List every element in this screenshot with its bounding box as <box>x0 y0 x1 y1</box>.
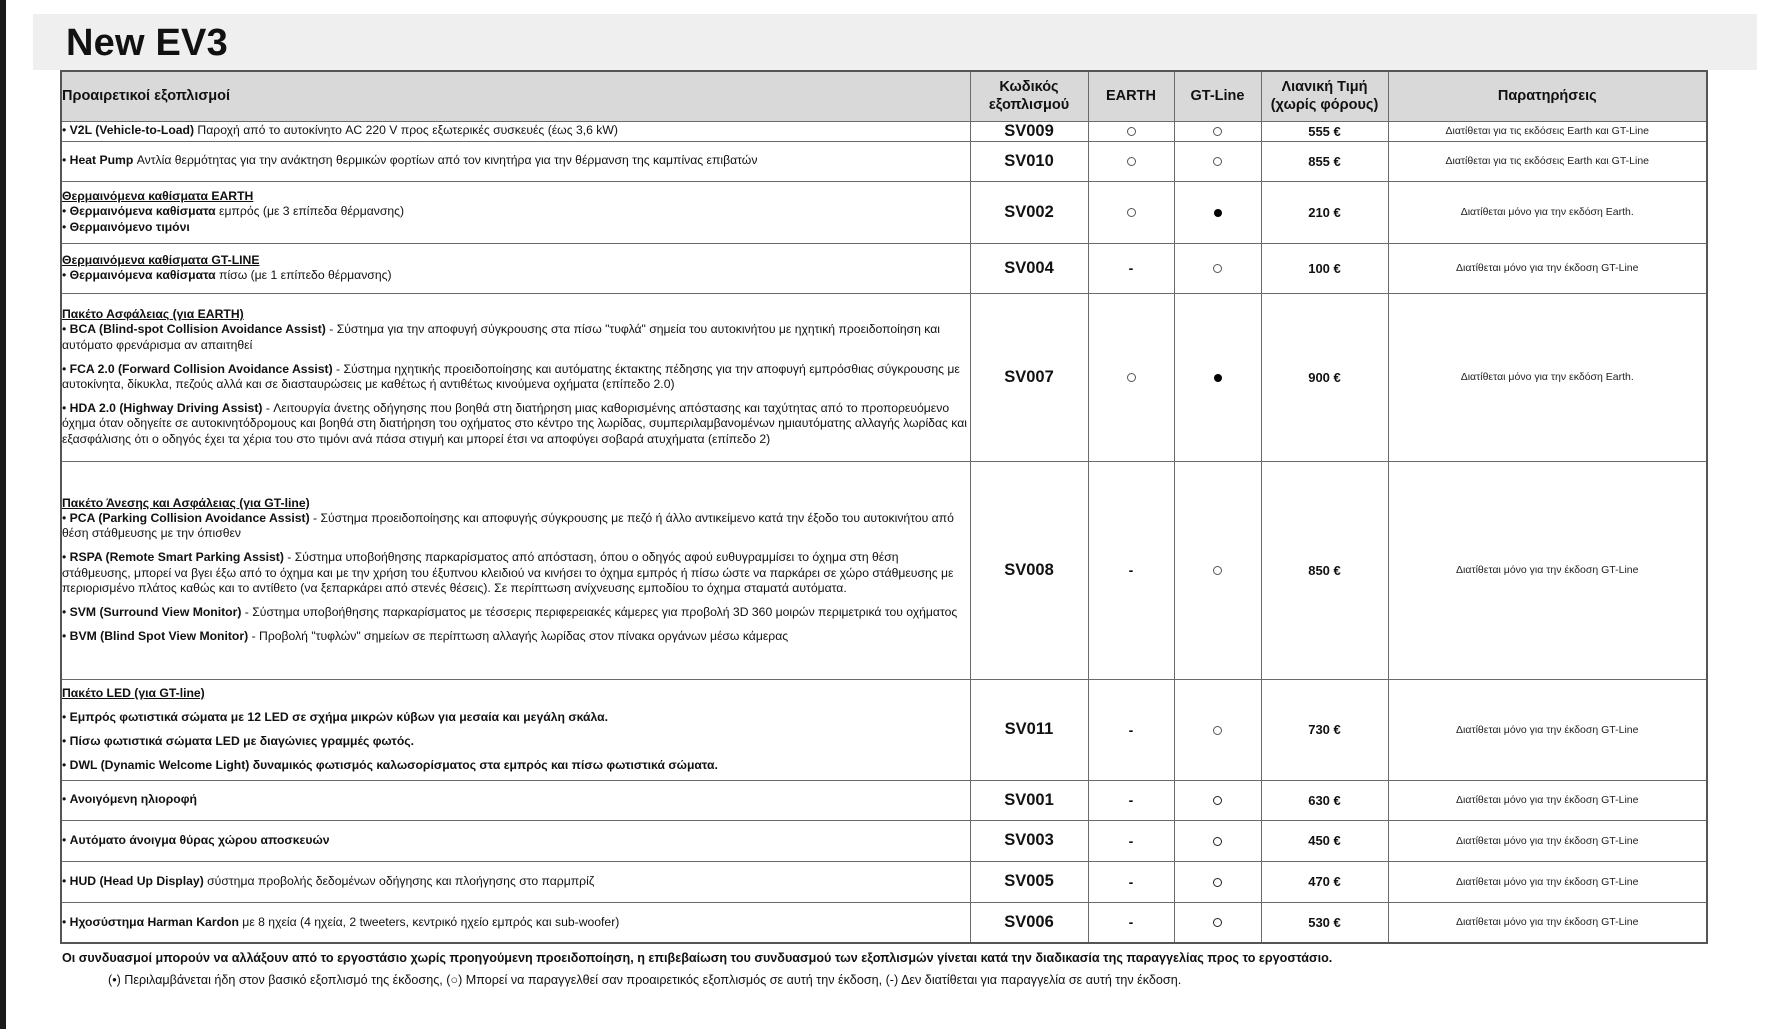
equipment-code: SV004 <box>970 243 1088 293</box>
earth-availability <box>1088 293 1174 461</box>
earth-availability <box>1088 243 1174 293</box>
bullet-icon: • <box>62 604 67 619</box>
header-earth: EARTH <box>1088 71 1174 121</box>
bullet-icon: • <box>62 758 67 773</box>
feature-item <box>62 792 970 807</box>
earth-availability <box>1088 121 1174 141</box>
gtline-availability <box>1174 293 1261 461</box>
feature-item <box>62 123 970 138</box>
earth-availability <box>1088 902 1174 943</box>
equipment-description <box>61 243 970 293</box>
retail-price: 450 € <box>1261 820 1388 861</box>
equipment-description <box>61 461 970 679</box>
retail-price: 470 € <box>1261 861 1388 902</box>
equipment-code: SV005 <box>970 861 1088 902</box>
earth-availability <box>1088 461 1174 679</box>
footer-note: Οι συνδυασμοί μπορούν να αλλάξουν από το εργοστάσιο χωρίς προηγούμενη προειδοποίηση, η επιβεβαίωση του συνδυασμού των εξοπλισμών γίνεται κατά την διαδικασία της παραγγελίας προς το εργοστάσιο. <box>62 951 1333 965</box>
earth-availability <box>1088 181 1174 243</box>
equipment-description <box>61 820 970 861</box>
header-remarks: Παρατηρήσεις <box>1388 71 1707 121</box>
feature-item <box>62 268 970 283</box>
feature-detail: - Σύστημα ηχητικής προειδοποίησης και αυτόματης έκτακτης πέδησης για την αποφυγή εμπρόσθιας σύγκρουσης με αυτοκίνητα, δίκυκλα, πεζούς αλλά και σε διασταυρώσεις με καθέτως ή αντιθέτως κινούμενα οχήματα (επίπεδο 2.0) <box>62 361 960 391</box>
optional-circle-icon <box>1213 726 1222 735</box>
remark: Διατίθεται μόνο για την έκδοση GT-Line <box>1388 861 1707 902</box>
feature-item <box>62 833 970 848</box>
gtline-availability <box>1174 461 1261 679</box>
bullet-icon: • <box>62 401 67 416</box>
equipment-description <box>61 293 970 461</box>
earth-availability <box>1088 820 1174 861</box>
not-available-dash: - <box>1128 792 1134 808</box>
table-row <box>61 293 1707 461</box>
feature-detail: - Λειτουργία άνετης οδήγησης που βοηθά στη διατήρηση μιας καθορισμένης απόστασης και ταχύτητας από το προπορευόμενο όχημα όταν οδηγείτε σε αυτοκινητόδρομους και βοηθά στη διατήρηση του οχήματος στο κέντρο της λωρίδας, συμπεριλαμβανομένων ημιαυτόματης αλλαγής λωρίδας και εξασφάλισης ότι ο οδηγός έχει τα χέρια του στο τιμόνι ανά πάσα στιγμή και μπορεί έτσι να αποφύγει σοβαρά ατυχήματα (επίπεδο 2) <box>62 401 967 446</box>
feature-item <box>62 550 970 596</box>
table-row <box>61 181 1707 243</box>
feature-item <box>62 874 970 889</box>
bullet-icon: • <box>62 832 67 847</box>
table-row <box>61 780 1707 820</box>
gtline-availability <box>1174 121 1261 141</box>
optional-circle-icon <box>1127 373 1136 382</box>
feature-item <box>62 153 970 168</box>
feature-name: V2L (Vehicle-to-Load) <box>69 123 195 138</box>
table-row <box>61 820 1707 861</box>
retail-price: 850 € <box>1261 461 1388 679</box>
optional-circle-icon <box>1213 837 1222 846</box>
package-title: Θερμαινόμενα καθίσματα GT-LINE <box>62 252 260 267</box>
gtline-availability <box>1174 902 1261 943</box>
table-row <box>61 121 1707 141</box>
table-row <box>61 461 1707 679</box>
feature-detail: - Προβολή "τυφλών" σημείων σε περίπτωση αλλαγής λωρίδας στον πίνακα οργάνων μέσω κάμερας <box>248 629 789 644</box>
equipment-code: SV002 <box>970 181 1088 243</box>
remark: Διατίθεται μόνο για την έκδοση GT-Line <box>1388 902 1707 943</box>
retail-price: 730 € <box>1261 679 1388 780</box>
package-title: Πακέτο Άνεσης και Ασφάλειας (για GT-line) <box>62 495 310 510</box>
bullet-icon: • <box>62 914 67 929</box>
gtline-availability <box>1174 780 1261 820</box>
bullet-icon: • <box>62 123 67 138</box>
window-edge <box>0 0 6 1029</box>
feature-name: Εμπρός φωτιστικά σώματα με 12 LED σε σχήμα μικρών κύβων για μεσαία και μεγάλη σκάλα. <box>69 709 609 724</box>
bullet-icon: • <box>62 734 67 748</box>
page-title: New EV3 <box>66 22 228 64</box>
equipment-code: SV007 <box>970 293 1088 461</box>
header-gtline: GT-Line <box>1174 71 1261 121</box>
bullet-icon: • <box>62 219 67 234</box>
package-title: Θερμαινόμενα καθίσματα EARTH <box>62 189 254 204</box>
feature-item <box>62 322 970 352</box>
remark: Διατίθεται για τις εκδόσεις Earth και GT-Line <box>1388 141 1707 181</box>
equipment-description <box>61 902 970 943</box>
not-available-dash: - <box>1128 260 1134 276</box>
feature-item <box>62 915 970 930</box>
bullet-icon: • <box>62 153 67 168</box>
package-title: Πακέτο Ασφάλειας (για EARTH) <box>62 307 244 322</box>
equipment-code: SV006 <box>970 902 1088 943</box>
optional-circle-icon <box>1213 878 1222 887</box>
earth-availability <box>1088 679 1174 780</box>
feature-name: DWL (Dynamic Welcome Light) δυναμικός φωτισμός καλωσορίσματος στα εμπρός και πίσω φωτιστικά σώματα. <box>69 758 718 773</box>
remark: Διατίθεται μόνο για την έκδοση GT-Line <box>1388 679 1707 780</box>
feature-name: Θερμαινόμενα καθίσματα <box>69 268 216 282</box>
remark: Διατίθεται μόνο για την εκδόση Earth. <box>1388 293 1707 461</box>
not-available-dash: - <box>1128 832 1134 849</box>
feature-detail: Παροχή από το αυτοκίνητο AC 220 V προς εξωτερικές συσκευές (έως 3,6 kW) <box>194 123 618 138</box>
feature-item <box>62 710 970 725</box>
remark: Διατίθεται μόνο για την έκδοση GT-Line <box>1388 243 1707 293</box>
feature-item <box>62 605 970 620</box>
standard-dot-icon <box>1214 374 1222 382</box>
optional-circle-icon <box>1213 566 1222 575</box>
retail-price: 210 € <box>1261 181 1388 243</box>
gtline-availability <box>1174 181 1261 243</box>
bullet-icon: • <box>62 510 67 525</box>
equipment-description <box>61 121 970 141</box>
header-price: Λιανική Τιμή (χωρίς φόρους) <box>1261 71 1388 121</box>
bullet-icon: • <box>62 709 67 724</box>
earth-availability <box>1088 141 1174 181</box>
optional-circle-icon <box>1213 157 1222 166</box>
equipment-description <box>61 780 970 820</box>
standard-dot-icon <box>1214 209 1222 217</box>
remark: Διατίθεται μόνο για την εκδόση Earth. <box>1388 181 1707 243</box>
bullet-icon: • <box>62 204 67 219</box>
feature-detail: Αντλία θερμότητας για την ανάκτηση θερμικών φορτίων από τον κινητήρα για την θέρμανση της καμπίνας επιβατών <box>133 153 758 168</box>
gtline-availability <box>1174 679 1261 780</box>
package-title: Πακέτο LED (για GT-line) <box>62 685 205 700</box>
feature-name: SVM (Surround View Monitor) <box>69 604 242 619</box>
feature-name: Heat Pump <box>69 153 134 168</box>
equipment-code: SV009 <box>970 121 1088 141</box>
feature-name: Θερμαινόμενα καθίσματα <box>69 204 216 219</box>
retail-price: 900 € <box>1261 293 1388 461</box>
feature-name: HUD (Head Up Display) <box>69 873 204 888</box>
retail-price: 100 € <box>1261 243 1388 293</box>
not-available-dash: - <box>1128 562 1134 578</box>
retail-price: 530 € <box>1261 902 1388 943</box>
remark: Διατίθεται μόνο για την έκδοση GT-Line <box>1388 461 1707 679</box>
feature-item <box>62 758 970 773</box>
feature-name: Πίσω φωτιστικά σώματα LED με διαγώνιες γραμμές φωτός. <box>69 734 414 748</box>
feature-name: BVM (Blind Spot View Monitor) <box>69 629 249 644</box>
feature-item <box>62 220 970 235</box>
gtline-availability <box>1174 243 1261 293</box>
retail-price: 630 € <box>1261 780 1388 820</box>
table-row <box>61 861 1707 902</box>
optional-circle-icon <box>1213 796 1222 805</box>
equipment-code: SV011 <box>970 679 1088 780</box>
retail-price: 855 € <box>1261 141 1388 181</box>
feature-item <box>62 362 970 392</box>
optional-circle-icon <box>1127 208 1136 217</box>
feature-detail: - Σύστημα προειδοποίησης και αποφυγής σύγκρουσης με πεζό ή άλλο αντικείμενο κατά την έξοδο του αυτοκινήτου από θέση στάθμευσης με την όπισθεν <box>62 510 954 541</box>
feature-item <box>62 734 970 749</box>
feature-detail: - Σύστημα για την αποφυγή σύγκρουσης στα πίσω "τυφλά" σημεία του αυτοκινήτου με ηχητική προειδοποίηση και αυτόματο φρενάρισμα αν απαιτηθεί <box>62 322 940 352</box>
bullet-icon: • <box>62 629 67 644</box>
retail-price: 555 € <box>1261 121 1388 141</box>
feature-name: PCA (Parking Collision Avoidance Assist) <box>69 510 310 525</box>
remark: Διατίθεται μόνο για την έκδοση GT-Line <box>1388 820 1707 861</box>
table-row <box>61 141 1707 181</box>
gtline-availability <box>1174 820 1261 861</box>
feature-detail: με 8 ηχεία (4 ηχεία, 2 tweeters, κεντρικό ηχείο εμπρός και sub-woofer) <box>238 914 620 929</box>
bullet-icon: • <box>62 322 67 337</box>
bullet-icon: • <box>62 550 67 565</box>
equipment-description <box>61 181 970 243</box>
feature-name: Ηχοσύστημα Harman Kardon <box>69 914 239 929</box>
remark: Διατίθεται για τις εκδόσεις Earth και GT-Line <box>1388 121 1707 141</box>
table-row <box>61 243 1707 293</box>
remark: Διατίθεται μόνο για την έκδοση GT-Line <box>1388 780 1707 820</box>
equipment-code: SV008 <box>970 461 1088 679</box>
bullet-icon: • <box>62 873 67 888</box>
table-header-row <box>61 71 1707 121</box>
bullet-icon: • <box>62 361 67 376</box>
feature-item <box>62 401 970 447</box>
optional-circle-icon <box>1213 264 1222 273</box>
feature-detail: - Σύστημα υποβοήθησης παρκαρίσματος από απόσταση, όπου ο οδηγός αφού ευθυγραμμίσει το όχημα στη θέση στάθμευσης, μπορεί να βγει έξω από το όχημα και με την χρήση του έξυπνου κλειδιού να κινήσει το όχημα εμπρός ή πίσω ώστε να παρκάρει σε χώρο στάθμευσης με περιορισμένο πλάτος καθώς και το αντίθετο (να ξεπαρκάρει από στενές θέσεις). Σε περίπτωση ανίχνευσης εμποδίου το όχημα σταματά αυτόματα. <box>62 550 954 595</box>
feature-item <box>62 511 970 541</box>
equipment-code: SV001 <box>970 780 1088 820</box>
equipment-description <box>61 861 970 902</box>
footer-legend: (•) Περιλαμβάνεται ήδη στον βασικό εξοπλισμό της έκδοσης, (○) Μπορεί να παραγγελθεί σαν προαιρετικός εξοπλισμός σε αυτή την έκδοση, (-) Δεν διατίθεται για παραγγελία σε αυτή την έκδοση. <box>108 973 1182 987</box>
feature-name: Θερμαινόμενο τιμόνι <box>69 219 190 234</box>
bullet-icon: • <box>62 792 67 807</box>
earth-availability <box>1088 861 1174 902</box>
optional-circle-icon <box>1127 157 1136 166</box>
equipment-code: SV003 <box>970 820 1088 861</box>
header-equipment: Προαιρετικοί εξοπλισμοί <box>61 71 970 121</box>
feature-detail: σύστημα προβολής δεδομένων οδήγησης και πλοήγησης στο παρμπρίζ <box>203 873 595 888</box>
earth-availability <box>1088 780 1174 820</box>
equipment-description <box>61 141 970 181</box>
feature-item <box>62 204 970 219</box>
header-code: Κωδικός εξοπλισμού <box>970 71 1088 121</box>
feature-name: HDA 2.0 (Highway Driving Assist) <box>69 401 263 416</box>
feature-name: RSPA (Remote Smart Parking Assist) <box>69 550 284 565</box>
table-row <box>61 902 1707 943</box>
feature-detail: πίσω (με 1 επίπεδο θέρμανσης) <box>215 268 392 282</box>
options-table <box>60 70 1708 944</box>
feature-name: Αυτόματο άνοιγμα θύρας χώρου αποσκευών <box>69 832 330 847</box>
optional-circle-icon <box>1213 127 1222 136</box>
equipment-code: SV010 <box>970 141 1088 181</box>
feature-name: FCA 2.0 (Forward Collision Avoidance Assist) <box>69 361 333 376</box>
not-available-dash: - <box>1128 914 1134 931</box>
gtline-availability <box>1174 141 1261 181</box>
feature-item <box>62 629 970 644</box>
feature-name: Ανοιγόμενη ηλιοροφή <box>69 792 197 807</box>
bullet-icon: • <box>62 268 67 282</box>
gtline-availability <box>1174 861 1261 902</box>
feature-name: BCA (Blind-spot Collision Avoidance Assist) <box>69 322 326 337</box>
feature-detail: - Σύστημα υποβοήθησης παρκαρίσματος με τέσσερις περιφερειακές κάμερες για προβολή 3D 360 μοιρών περιμετρικά του οχήματος <box>241 604 958 619</box>
equipment-description <box>61 679 970 780</box>
feature-detail: εμπρός (με 3 επίπεδα θέρμανσης) <box>215 204 405 219</box>
not-available-dash: - <box>1128 721 1134 738</box>
not-available-dash: - <box>1128 873 1134 890</box>
title-band <box>33 14 1757 70</box>
optional-circle-icon <box>1127 127 1136 136</box>
table-row <box>61 679 1707 780</box>
optional-circle-icon <box>1213 918 1222 927</box>
